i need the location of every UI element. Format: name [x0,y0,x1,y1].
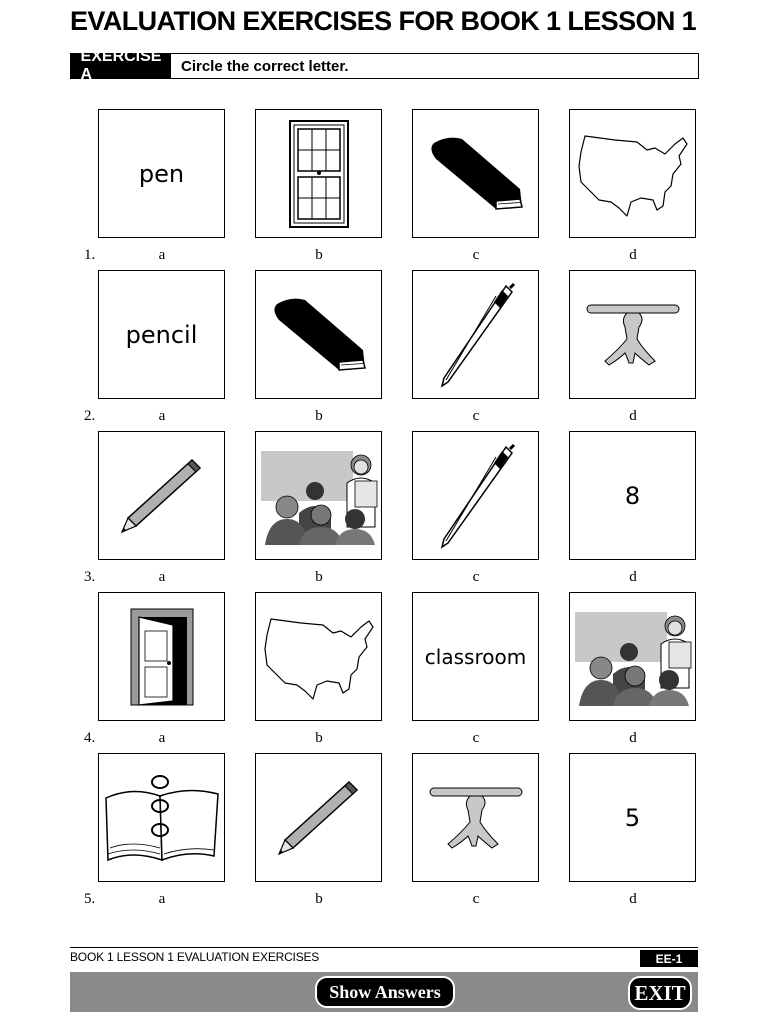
word-card[interactable] [98,109,225,238]
classroom-icon [573,608,693,706]
exercise-label: EXERCISE A [71,54,171,78]
footer-divider [70,947,698,948]
usa-map-icon [575,130,691,218]
table-icon [428,786,524,850]
exercise-header [70,48,699,83]
classroom-icon [259,447,379,545]
card-word: pen [138,159,185,188]
navigation-bar [70,972,698,1012]
choice-letter[interactable]: b [315,569,323,585]
choice-letter[interactable]: c [472,730,480,746]
question-number: 2. [84,408,96,424]
choice-letter[interactable]: c [472,247,480,263]
choice-letter[interactable]: d [629,730,637,746]
show-answers-button[interactable]: Show Answers [315,976,455,1008]
picture-card[interactable] [412,270,539,399]
question-number: 4. [84,730,96,746]
choice-letter[interactable]: a [158,408,166,424]
picture-card[interactable] [98,753,225,882]
exercise-instruction: Circle the correct letter. [181,57,349,75]
pen-icon [436,282,516,388]
card-word: 8 [624,481,641,510]
notebook-icon [102,768,222,868]
choice-letter[interactable]: a [158,569,166,585]
window-icon [289,120,349,228]
choice-letter[interactable]: a [158,247,166,263]
choice-letter[interactable]: d [629,247,637,263]
choice-letter[interactable]: d [629,891,637,907]
picture-card[interactable] [569,270,696,399]
choice-letter[interactable]: c [472,408,480,424]
choice-letter[interactable]: c [472,891,480,907]
word-card[interactable] [569,753,696,882]
choice-letter[interactable]: d [629,408,637,424]
question-number: 1. [84,247,96,263]
choice-letter[interactable]: b [315,891,323,907]
choice-letter[interactable]: b [315,730,323,746]
picture-card[interactable] [412,109,539,238]
picture-card[interactable] [98,431,225,560]
pencil-icon [277,778,361,858]
picture-card[interactable] [412,753,539,882]
table-icon [585,303,681,367]
picture-card[interactable] [98,592,225,721]
word-card[interactable] [98,270,225,399]
card-word: 5 [624,803,641,832]
picture-card[interactable] [255,431,382,560]
exit-button[interactable]: EXIT [628,976,692,1010]
choice-letter[interactable]: a [158,891,166,907]
word-card[interactable] [569,431,696,560]
picture-card[interactable] [569,592,696,721]
word-card[interactable] [412,592,539,721]
usa-map-icon [261,613,377,701]
pencil-icon [120,456,204,536]
question-number: 3. [84,569,96,585]
page-title: EVALUATION EXERCISES FOR BOOK 1 LESSON 1 [70,6,697,36]
picture-card[interactable] [255,753,382,882]
card-word: classroom [424,644,527,669]
question-number: 5. [84,891,96,907]
choice-letter[interactable]: d [629,569,637,585]
choice-letter[interactable]: b [315,408,323,424]
choice-letter[interactable]: a [158,730,166,746]
book-icon [269,296,369,374]
footer-text: BOOK 1 LESSON 1 EVALUATION EXERCISES [70,950,320,964]
choice-letter[interactable]: c [472,569,480,585]
door-icon [129,607,195,707]
picture-card[interactable] [569,109,696,238]
pen-icon [436,443,516,549]
choice-letter[interactable]: b [315,247,323,263]
card-word: pencil [125,320,198,349]
picture-card[interactable] [412,431,539,560]
picture-card[interactable] [255,592,382,721]
picture-card[interactable] [255,109,382,238]
page-badge: EE-1 [640,950,698,967]
picture-card[interactable] [255,270,382,399]
book-icon [426,135,526,213]
